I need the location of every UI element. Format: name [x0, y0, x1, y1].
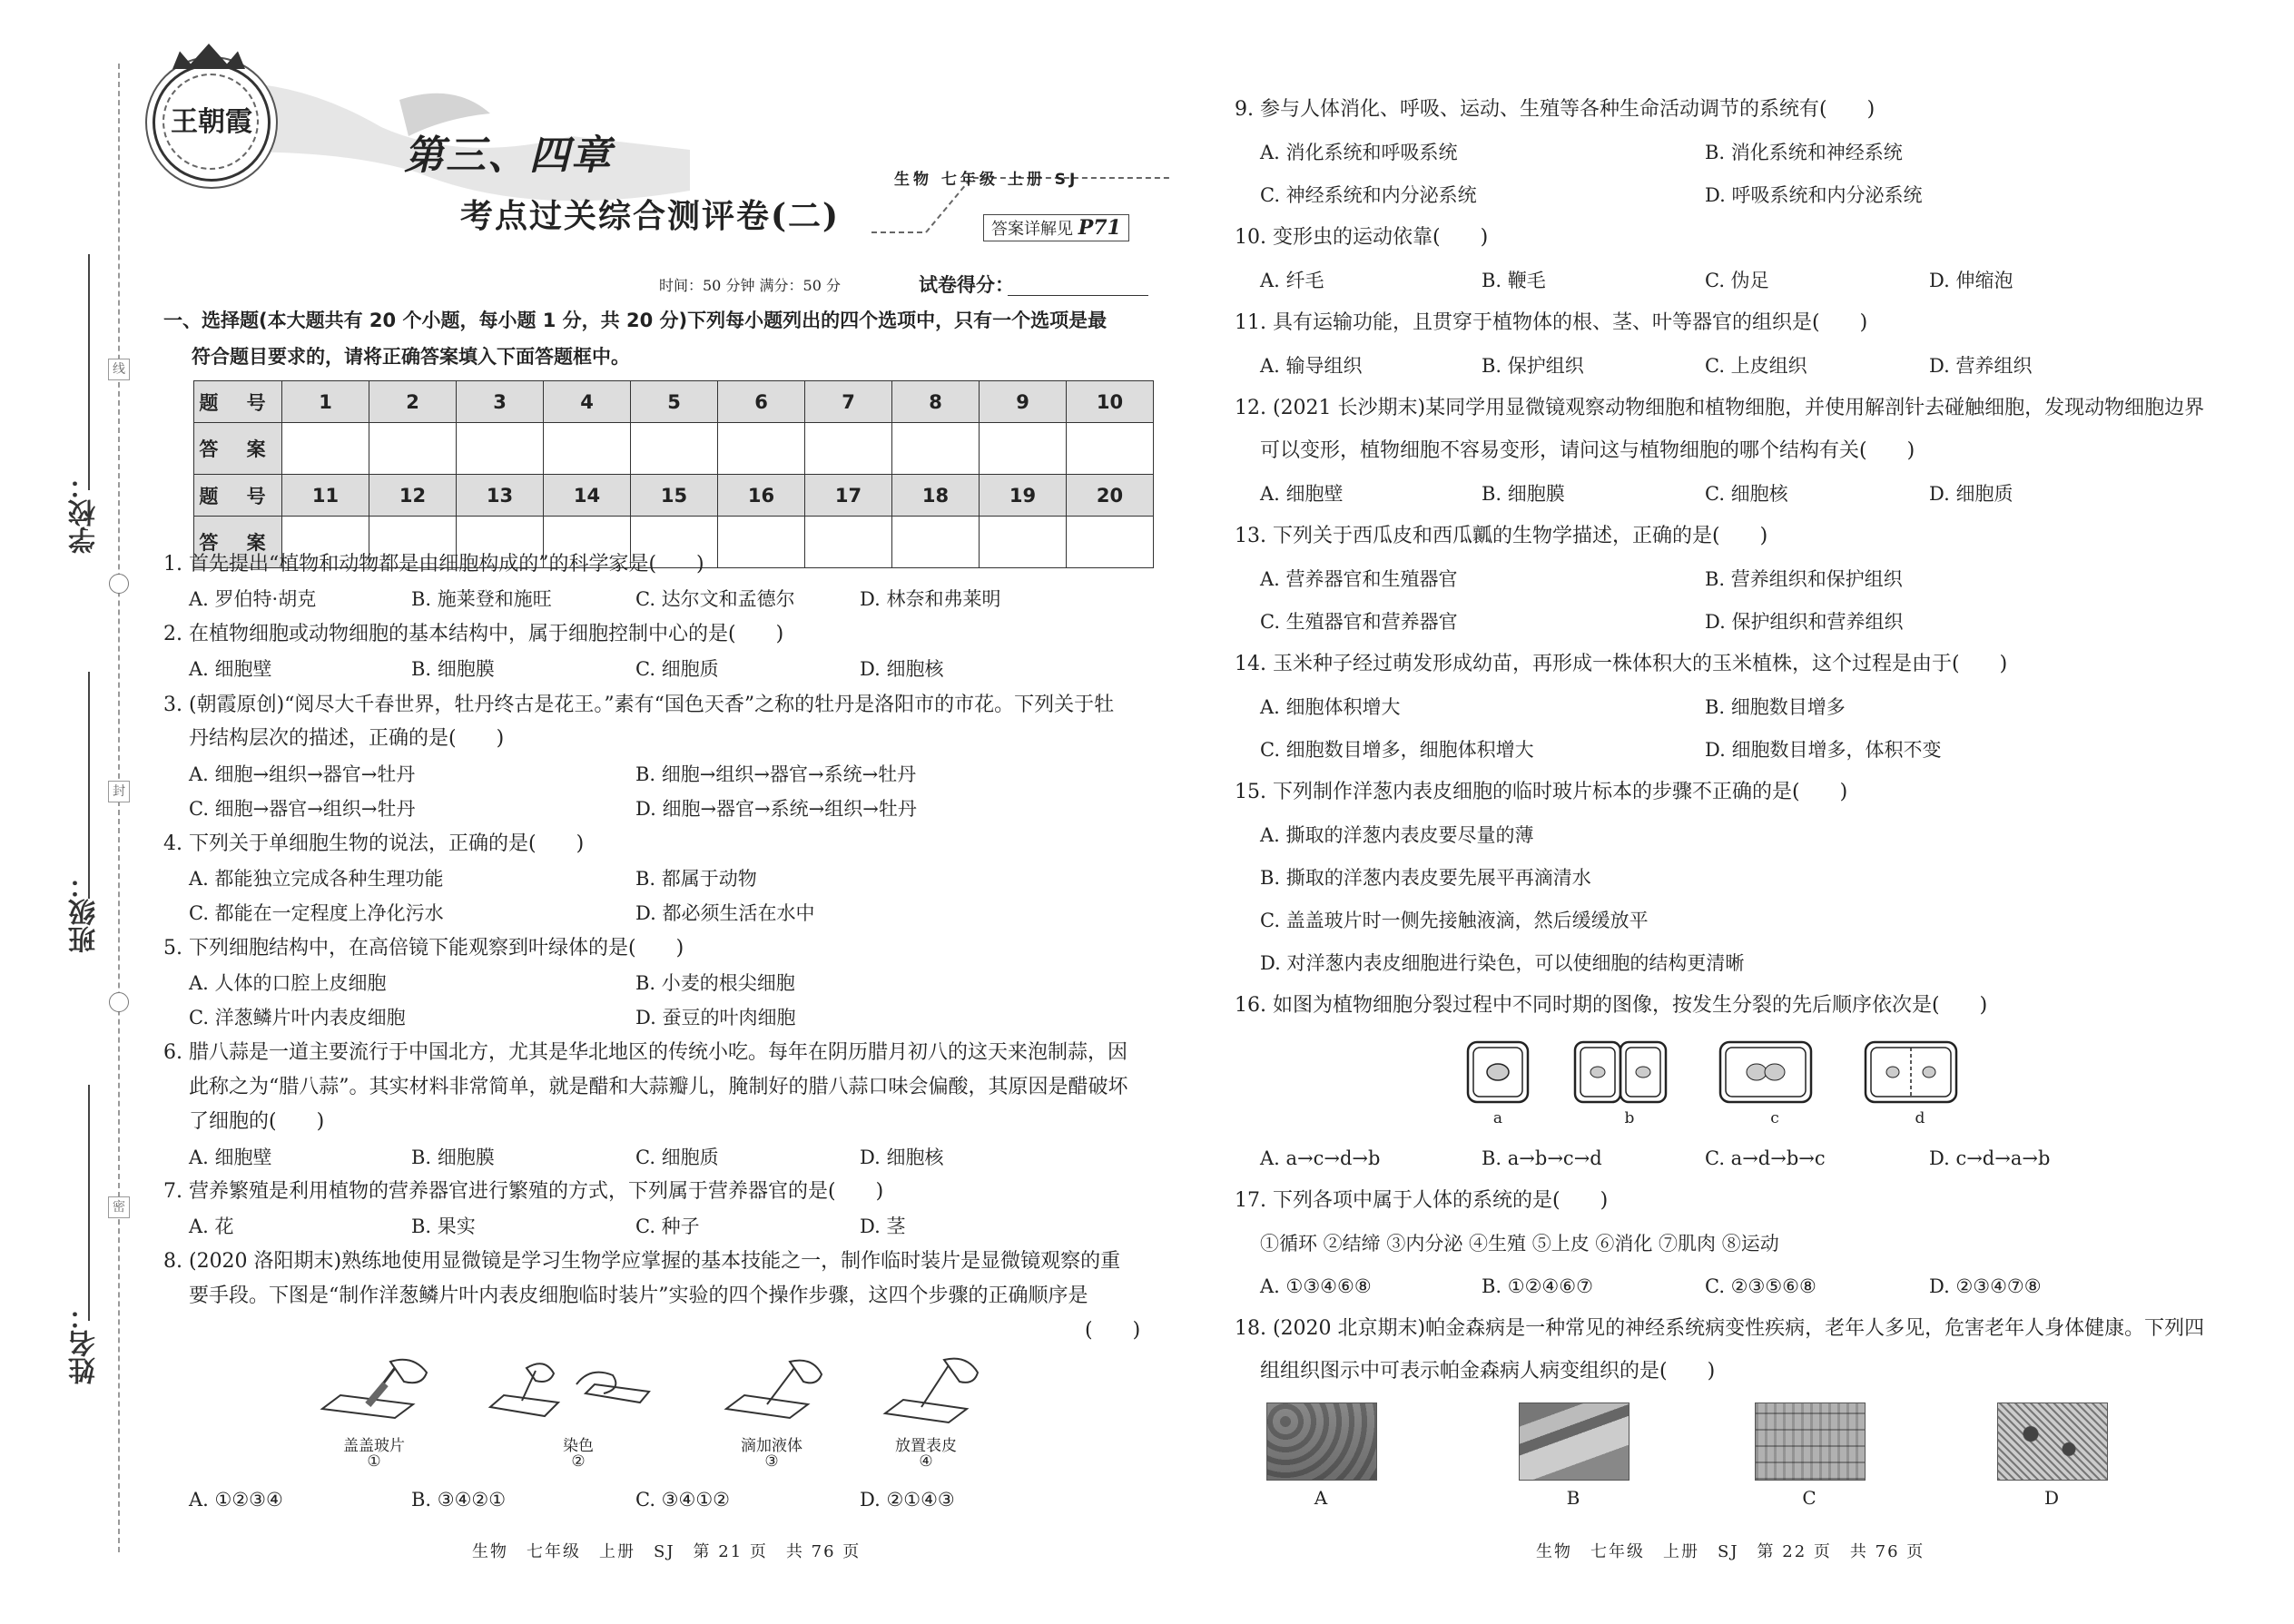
answer-cell[interactable] [544, 423, 631, 475]
option[interactable]: B. 营养组织和保护组织 [1705, 568, 1903, 590]
option[interactable]: B. 细胞膜 [1482, 483, 1565, 505]
option[interactable]: C. 伪足 [1705, 270, 1769, 291]
question-6-cont: 了细胞的( ) [189, 1110, 325, 1133]
question-number-cell: 15 [631, 475, 718, 517]
option[interactable]: C. 细胞→器官→组织→牡丹 [189, 798, 416, 820]
option[interactable]: C. 细胞核 [1705, 483, 1788, 505]
school-write-line[interactable] [88, 254, 90, 490]
question-number-cell: 6 [718, 381, 805, 423]
question-3-cont: 丹结构层次的描述，正确的是( ) [189, 727, 505, 750]
table-row [194, 423, 1154, 475]
option[interactable]: D. 都必须生活在水中 [635, 902, 815, 924]
figure-label: C [1802, 1487, 1816, 1509]
page-footer-right: 生物 七年级 上册 SJ 第 22 页 共 76 页 [1536, 1542, 1925, 1561]
step-place-epidermis-figure [876, 1354, 994, 1432]
answer-cell[interactable] [892, 423, 980, 475]
table-row [194, 381, 1154, 423]
option[interactable]: B. 细胞→组织→器官→系统→牡丹 [635, 763, 917, 785]
binding-hole-icon [109, 992, 129, 1012]
question-15: 15. 下列制作洋葱内表皮细胞的临时玻片标本的步骤不正确的是( ) [1235, 781, 1848, 803]
question-11: 11. 具有运输功能，且贯穿于植物体的根、茎、叶等器官的组织是( ) [1235, 311, 1868, 334]
score-label: 试卷得分： [919, 274, 1014, 296]
figure-label: b [1624, 1109, 1635, 1127]
option[interactable]: A. 细胞壁 [189, 1147, 272, 1168]
answer-cell[interactable] [892, 517, 980, 568]
question-6-cont: 此称之为“腊八蒜”。其实材料非常简单，就是醋和大蒜瓣儿，腌制好的腊八蒜口味会偏酸，其原因是醋破坏 [189, 1076, 1128, 1098]
score-input-line[interactable] [1008, 295, 1148, 296]
step-number: ③ [764, 1452, 779, 1471]
option[interactable]: B. 保护组织 [1482, 355, 1584, 377]
option[interactable]: B. 细胞膜 [411, 658, 495, 680]
answer-cell[interactable] [369, 423, 457, 475]
option[interactable]: D. 保护组织和营养组织 [1705, 611, 1904, 633]
figure-label: D [2043, 1487, 2060, 1509]
name-write-line[interactable] [88, 1085, 90, 1321]
option[interactable]: A. 输导组织 [1260, 355, 1363, 377]
option[interactable]: D. 细胞→器官→系统→组织→牡丹 [635, 798, 917, 820]
question-3: 3. (朝霞原创)“阅尽大千春世界，牡丹终古是花王。”素有“国色天香”之称的牡丹是洛阳市的市花。下列关于牡 [163, 694, 1115, 716]
option[interactable]: A. 罗伯特·胡克 [189, 588, 317, 610]
option[interactable]: B. 撕取的洋葱内表皮要先展平再滴清水 [1260, 867, 1591, 889]
step-label: 染色 [563, 1437, 594, 1455]
step-number: ④ [919, 1452, 933, 1471]
table-row [194, 475, 1154, 517]
option[interactable]: C. 洋葱鳞片叶内表皮细胞 [189, 1007, 406, 1029]
option[interactable]: B. 果实 [411, 1216, 476, 1237]
option[interactable]: B. 消化系统和神经系统 [1705, 142, 1903, 163]
name-label: 姓名： [69, 1303, 101, 1384]
question-9: 9. 参与人体消化、呼吸、运动、生殖等各种生命活动调节的系统有( ) [1235, 98, 1876, 121]
question-10: 10. 变形虫的运动依靠( ) [1235, 226, 1489, 249]
table-header-cell: 答 案 [194, 517, 282, 568]
question-number-cell: 16 [718, 475, 805, 517]
option[interactable]: D. 细胞数目增多，体积不变 [1705, 739, 1942, 761]
option[interactable]: A. 细胞壁 [1260, 483, 1344, 505]
tissue-image-c [1755, 1403, 1866, 1481]
option[interactable]: B. 细胞数目增多 [1705, 696, 1846, 718]
answer-cell[interactable] [980, 423, 1067, 475]
option[interactable]: A. 细胞壁 [189, 658, 272, 680]
question-16: 16. 如图为植物细胞分裂过程中不同时期的图像，按发生分裂的先后顺序依次是( ) [1235, 994, 1988, 1017]
table-header-cell: 题 号 [194, 381, 282, 423]
option[interactable]: B. ①②④⑥⑦ [1482, 1275, 1593, 1297]
question-number-cell: 1 [282, 381, 369, 423]
seal-mark-secret: 密 [108, 1196, 130, 1218]
logo [153, 64, 271, 182]
option[interactable]: A. ①②③④ [189, 1489, 283, 1511]
class-label: 班级： [69, 871, 101, 953]
option[interactable]: A. 都能独立完成各种生理功能 [189, 868, 444, 890]
answer-cell[interactable] [718, 423, 805, 475]
step-drop-liquid-figure [717, 1354, 835, 1427]
question-number-cell: 14 [544, 475, 631, 517]
question-number-cell: 19 [980, 475, 1067, 517]
figure-label: A [1314, 1487, 1328, 1509]
question-number-cell: 17 [805, 475, 892, 517]
question-18: 18. (2020 北京期末)帕金森病是一种常见的神经系统病变性疾病，老年人多见，危害老年人身体健康。下列四 [1235, 1317, 2205, 1340]
question-number-cell: 8 [892, 381, 980, 423]
option[interactable]: C. 都能在一定程度上净化污水 [189, 902, 444, 924]
option[interactable]: B. 细胞膜 [411, 1147, 495, 1168]
question-number-cell: 4 [544, 381, 631, 423]
answer-cell[interactable] [805, 517, 892, 568]
step-label: 盖盖玻片 [343, 1437, 405, 1455]
answer-cell[interactable] [718, 517, 805, 568]
answer-ref-page: P71 [1078, 216, 1121, 240]
option[interactable]: D. 细胞质 [1929, 483, 2013, 505]
option[interactable]: A. 人体的口腔上皮细胞 [189, 972, 387, 994]
subject-tag: 生物 七年级 上册 SJ [894, 171, 1079, 189]
option[interactable]: A. 花 [189, 1216, 234, 1237]
answer-cell[interactable] [631, 423, 718, 475]
figure-label: B [1566, 1487, 1580, 1509]
cell-c-icon [1720, 1042, 1811, 1102]
option[interactable]: A. ①③④⑥⑧ [1260, 1275, 1372, 1297]
question-7: 7. 营养繁殖是利用植物的营养器官进行繁殖的方式，下列属于营养器官的是( ) [163, 1180, 884, 1203]
section-instruction: 符合题目要求的，请将正确答案填入下面答题框中。 [192, 346, 630, 368]
tissue-image-a [1266, 1403, 1377, 1481]
cell-division-figure [1457, 1035, 1965, 1112]
option[interactable]: D. 伸缩泡 [1929, 270, 2013, 291]
question-number-cell: 20 [1067, 475, 1154, 517]
question-number-cell: 12 [369, 475, 457, 517]
question-number-cell: 5 [631, 381, 718, 423]
option[interactable]: B. 都属于动物 [635, 868, 757, 890]
question-17: 17. 下列各项中属于人体的系统的是( ) [1235, 1189, 1609, 1212]
question-1: 1. 首先提出“植物和动物都是由细胞构成的”的科学家是( ) [163, 553, 704, 576]
question-13: 13. 下列关于西瓜皮和西瓜瓤的生物学描述，正确的是( ) [1235, 525, 1768, 547]
option[interactable]: D. 茎 [860, 1216, 906, 1237]
question-14: 14. 玉米种子经过萌发形成幼苗，再形成一株体积大的玉米植株，这个过程是由于( ) [1235, 653, 2008, 675]
option[interactable]: D. 营养组织 [1929, 355, 2033, 377]
option[interactable]: C. 细胞质 [635, 1147, 719, 1168]
question-number-cell: 10 [1067, 381, 1154, 423]
seal-mark-seal: 封 [108, 781, 130, 802]
option[interactable]: C. 种子 [635, 1216, 700, 1237]
option[interactable]: B. a→b→c→d [1482, 1147, 1602, 1169]
step-label: 滴加液体 [741, 1437, 802, 1455]
option[interactable]: B. 鞭毛 [1482, 270, 1546, 291]
binding-hole-icon [109, 574, 129, 594]
question-number-cell: 13 [457, 475, 544, 517]
tissue-image-d [1997, 1403, 2108, 1481]
answer-cell[interactable] [980, 517, 1067, 568]
option[interactable]: C. 神经系统和内分泌系统 [1260, 184, 1477, 206]
question-18-cont: 组组织图示中可表示帕金森病人病变组织的是( ) [1260, 1360, 1716, 1383]
figure-label: d [1915, 1109, 1925, 1127]
answer-paren: ( ) [1085, 1319, 1141, 1342]
option[interactable]: D. ②③④⑦⑧ [1929, 1275, 2042, 1297]
logo-text: 王朝霞 [171, 106, 252, 138]
question-2: 2. 在植物细胞或动物细胞的基本结构中，属于细胞控制中心的是( ) [163, 623, 784, 645]
option[interactable]: A. 消化系统和呼吸系统 [1260, 142, 1458, 163]
option[interactable]: B. 小麦的根尖细胞 [635, 972, 795, 994]
figure-label: c [1770, 1109, 1779, 1127]
seal-mark-line: 线 [108, 359, 130, 380]
option[interactable]: D. 蚕豆的叶肉细胞 [635, 1007, 796, 1029]
crown-icon [172, 44, 245, 69]
table-header-cell: 答 案 [194, 423, 282, 475]
cell-a-icon [1468, 1042, 1528, 1102]
tissue-image-b [1519, 1403, 1629, 1481]
school-label: 学校： [69, 472, 101, 554]
option[interactable]: B. ③④②① [411, 1489, 507, 1511]
option[interactable]: C. 细胞质 [635, 658, 719, 680]
binding-dashed-line [118, 64, 120, 1552]
option[interactable]: D. c→d→a→b [1929, 1147, 2051, 1169]
option[interactable]: C. ②③⑤⑥⑧ [1705, 1275, 1816, 1297]
option[interactable]: C. 达尔文和孟德尔 [635, 588, 795, 610]
option[interactable]: C. 上皮组织 [1705, 355, 1807, 377]
option[interactable]: A. 营养器官和生殖器官 [1260, 568, 1458, 590]
figure-label: a [1492, 1109, 1503, 1127]
option[interactable]: B. 施莱登和施旺 [411, 588, 552, 610]
cell-b-icon [1575, 1042, 1666, 1102]
question-5: 5. 下列细胞结构中，在高倍镜下能观察到叶绿体的是( ) [163, 937, 684, 960]
option[interactable]: A. a→c→d→b [1260, 1147, 1381, 1169]
exam-title: 考点过关综合测评卷(二) [460, 197, 841, 235]
question-number-cell: 18 [892, 475, 980, 517]
option[interactable]: D. ②①④③ [860, 1489, 955, 1511]
question-number-cell: 11 [282, 475, 369, 517]
option[interactable]: C. 细胞数目增多，细胞体积增大 [1260, 739, 1534, 761]
answer-cell[interactable] [457, 423, 544, 475]
option[interactable]: C. 生殖器官和营养器官 [1260, 611, 1458, 633]
option[interactable]: A. 细胞体积增大 [1260, 696, 1401, 718]
option[interactable]: D. 林奈和弗莱明 [860, 588, 1001, 610]
question-17-items: ①循环 ②结缔 ③内分泌 ④生殖 ⑤上皮 ⑥消化 ⑦肌肉 ⑧运动 [1260, 1233, 1779, 1255]
question-6: 6. 腊八蒜是一道主要流行于中国北方，尤其是华北地区的传统小吃。每年在阴历腊月初八的这天来泡制蒜，因 [163, 1041, 1127, 1064]
answer-ref-box [983, 214, 1129, 241]
answer-cell[interactable] [805, 423, 892, 475]
answer-ref-label: 答案详解见 [991, 220, 1073, 239]
cell-d-icon [1866, 1042, 1956, 1102]
question-number-cell: 2 [369, 381, 457, 423]
question-8: 8. (2020 洛阳期末)熟练地使用显微镜是学习生物学应掌握的基本技能之一，制作临时装片是显微镜观察的重 [163, 1250, 1121, 1273]
page-footer-left: 生物 七年级 上册 SJ 第 21 页 共 76 页 [472, 1542, 861, 1561]
table-header-cell: 题 号 [194, 475, 282, 517]
option[interactable]: D. 呼吸系统和内分泌系统 [1705, 184, 1923, 206]
option[interactable]: C. ③④①② [635, 1489, 730, 1511]
answer-cell[interactable] [1067, 423, 1154, 475]
step-label: 放置表皮 [895, 1437, 957, 1455]
question-12: 12. (2021 长沙期末)某同学用显微镜观察动物细胞和植物细胞，并使用解剖针去碰触细胞，发现动物细胞边界 [1235, 397, 2205, 419]
time-score-info: 时间：50 分钟 满分：50 分 [659, 277, 841, 294]
answer-cell[interactable] [1067, 517, 1154, 568]
question-number-cell: 3 [457, 381, 544, 423]
option[interactable]: A. 撕取的洋葱内表皮要尽量的薄 [1260, 824, 1534, 846]
question-8-cont: 要手段。下图是“制作洋葱鳞片叶内表皮细胞临时装片”实验的四个操作步骤，这四个步骤的正确顺序是 [189, 1284, 1088, 1307]
option[interactable]: D. 细胞核 [860, 1147, 944, 1168]
question-number-cell: 7 [805, 381, 892, 423]
question-12-cont: 可以变形，植物细胞不容易变形，请问这与植物细胞的哪个结构有关( ) [1260, 439, 1915, 462]
step-number: ② [571, 1452, 586, 1471]
step-number: ① [367, 1452, 381, 1471]
step-cover-slip-figure [313, 1354, 440, 1427]
question-number-cell: 9 [980, 381, 1067, 423]
option[interactable]: C. 盖盖玻片时一侧先接触液滴，然后缓缓放平 [1260, 910, 1649, 931]
option[interactable]: C. a→d→b→c [1705, 1147, 1826, 1169]
option[interactable]: D. 对洋葱内表皮细胞进行染色，可以使细胞的结构更清晰 [1260, 952, 1745, 974]
option[interactable]: D. 细胞核 [860, 658, 944, 680]
answer-cell[interactable] [282, 423, 369, 475]
step-stain-figure [477, 1357, 658, 1425]
class-write-line[interactable] [88, 672, 90, 899]
option[interactable]: A. 纤毛 [1260, 270, 1324, 291]
question-4: 4. 下列关于单细胞生物的说法，正确的是( ) [163, 832, 585, 855]
chapter-title: 第三、四章 [404, 133, 613, 179]
option[interactable]: A. 细胞→组织→器官→牡丹 [189, 763, 416, 785]
answer-table [193, 380, 1154, 568]
section-instruction: 一、选择题(本大题共有 20 个小题，每小题 1 分，共 20 分)下列每小题列出的四个选项中，只有一个选项是最 [163, 310, 1108, 331]
